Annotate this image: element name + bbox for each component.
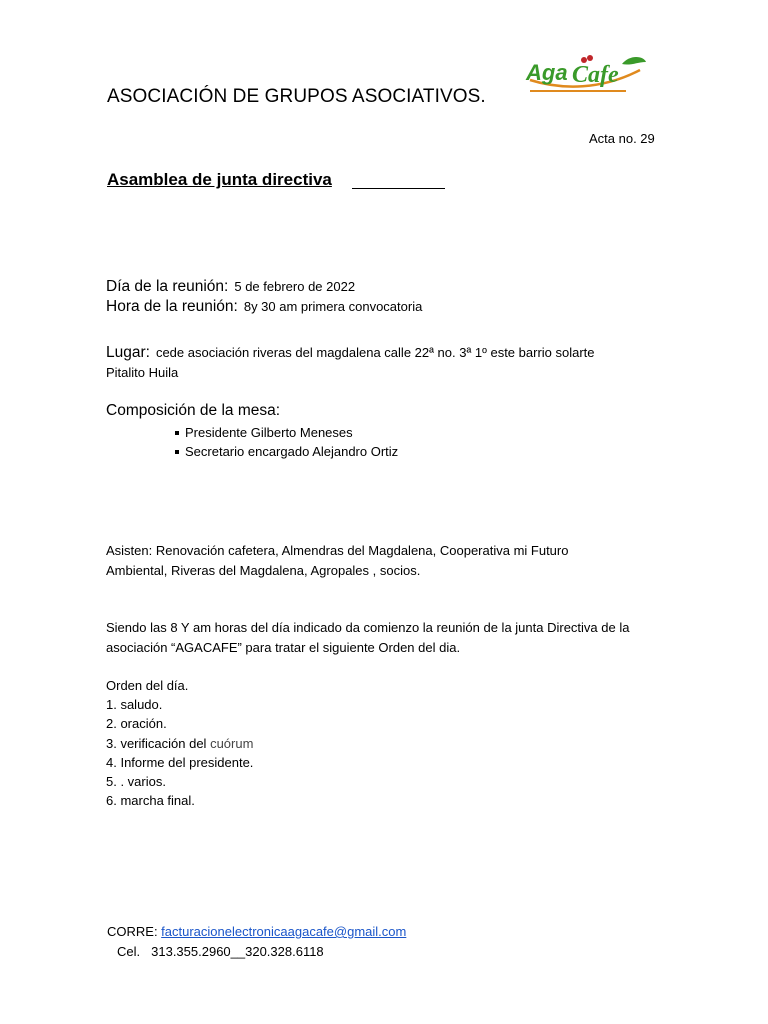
agenda-item: 4. Informe del presidente.	[106, 754, 254, 770]
agenda	[106, 676, 253, 810]
list-item	[175, 423, 398, 442]
opening-line: Siendo las 8 Y am horas del día indicado da comienzo la reunión de la junta Directiva de la	[106, 620, 630, 635]
meeting-date-value: 5 de febrero de 2022	[234, 279, 356, 294]
square-bullet-icon	[175, 450, 179, 454]
phone-label: Cel.	[117, 943, 141, 959]
opening-line: asociación “AGACAFE” para tratar el siguiente Orden del dia.	[106, 639, 461, 655]
meeting-place-label: Lugar:	[106, 344, 150, 361]
mesa-member: Secretario encargado Alejandro Ortiz	[185, 444, 399, 459]
email-label: CORRE:	[107, 924, 162, 939]
attendees-paragraph	[106, 541, 568, 580]
agenda-item-text: 3. verificación del	[106, 735, 211, 751]
mesa-members-list	[175, 423, 398, 461]
agenda-item	[106, 734, 253, 753]
attendees-line: Asisten: Renovación cafetera, Almendras del Magdalena, Cooperativa mi Futuro	[106, 543, 569, 558]
agenda-item: 5. . varios.	[106, 773, 166, 789]
meeting-place-row	[106, 344, 595, 362]
organization-title: ASOCIACIÓN DE GRUPOS ASOCIATIVOS.	[107, 86, 486, 107]
agenda-item: 6. marcha final.	[106, 793, 195, 809]
phone-numbers: 313.355.2960__320.328.6118	[151, 943, 324, 959]
meeting-time-value: 8y 30 am primera convocatoria	[243, 299, 423, 314]
email-link[interactable]: facturacionelectronicaagacafe@gmail.com	[161, 924, 407, 939]
list-item	[175, 442, 398, 461]
meeting-date-row	[106, 278, 355, 296]
document-title: Asamblea de junta directiva	[107, 170, 332, 189]
meeting-date-label: Día de la reunión:	[106, 278, 229, 295]
logo-text-right: Cafe	[572, 62, 619, 88]
meeting-place-value: cede asociación riveras del magdalena calle 22ª no. 3ª 1º este barrio solarte	[155, 345, 595, 360]
attendees-line: Ambiental, Riveras del Magdalena, Agropales , socios.	[106, 562, 421, 578]
opening-paragraph	[106, 618, 629, 657]
acta-number: Acta no. 29	[589, 131, 655, 146]
mesa-member: Presidente Gilberto Meneses	[185, 425, 353, 440]
meeting-place-value-2: Pitalito Huila	[106, 365, 179, 380]
email-row	[107, 922, 406, 942]
agacafe-logo-icon	[522, 50, 650, 100]
square-bullet-icon	[175, 431, 179, 435]
meeting-time-row	[106, 298, 422, 316]
meeting-time-label: Hora de la reunión:	[106, 298, 238, 315]
logo-text-left: Aga	[526, 60, 568, 85]
agenda-item: 2. oración.	[106, 716, 167, 732]
agenda-heading: Orden del día.	[106, 678, 189, 693]
mesa-heading: Composición de la mesa:	[106, 402, 281, 419]
phone-row	[107, 942, 406, 962]
agenda-item: 1. saludo.	[106, 697, 163, 713]
title-underline	[352, 188, 445, 189]
quorum-word: cuórum	[210, 735, 254, 751]
contact-block	[107, 922, 406, 961]
